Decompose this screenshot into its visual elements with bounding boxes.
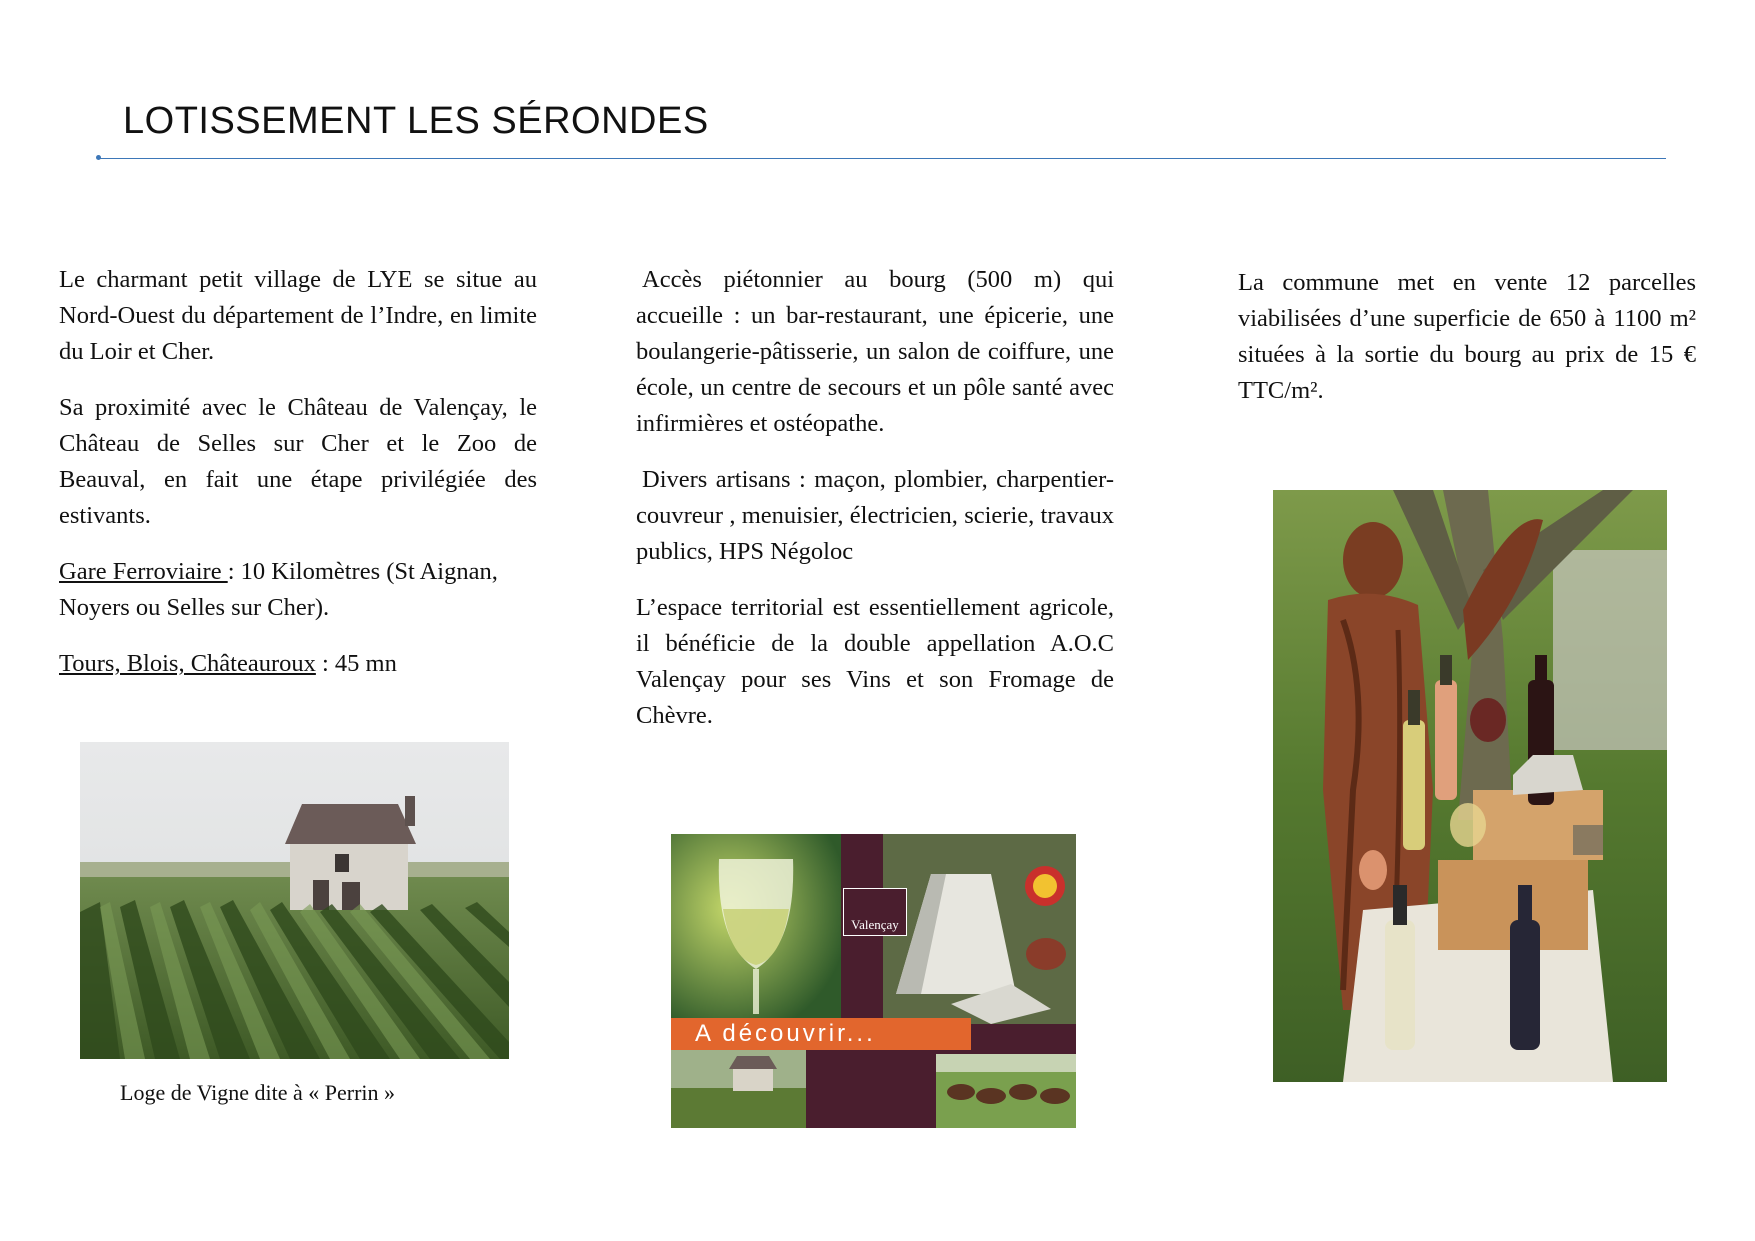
valencay-postcard (671, 834, 1076, 1128)
intro-paragraph: Le charmant petit village de LYE se situe au Nord-Ouest du département de l’Indre, en limite du Loir et Cher. (59, 266, 537, 365)
train-station-label: Gare Ferroviaire (59, 558, 228, 585)
valencay-logo-text: Valençay (851, 917, 899, 932)
vineyard-photo-caption: Loge de Vigne dite à « Perrin » (120, 1080, 396, 1105)
page-title: LOTISSEMENT LES SÉRONDES (123, 100, 709, 142)
vineyard-house-photo (80, 742, 509, 1059)
train-station-text: : 10 Kilomètres (St Aignan, Noyers ou Selles sur Cher). (59, 558, 498, 621)
discover-banner: A découvrir... (671, 1018, 971, 1050)
services-paragraph: Accès piétonnier au bourg (500 m) qui accueille : un bar-restaurant, une épicerie, une boulangerie-pâtisserie, un salon de coiffure, une école, un centre de secours et un pôle santé avec infirmières et ostéopathe. (636, 266, 1114, 437)
cities-text: : 45 mn (315, 650, 397, 677)
artisans-paragraph: Divers artisans : maçon, plombier, charpentier-couvreur , menuisier, électricien, scierie, travaux publics, HPS Négoloc (636, 466, 1114, 565)
proximity-paragraph: Sa proximité avec le Château de Valençay, le Château de Selles sur Cher et le Zoo de Beauval, en fait une étape privilégiée des estivants. (59, 394, 537, 529)
cities-paragraph (59, 646, 537, 682)
column-middle (636, 262, 1114, 754)
valencay-logo (843, 888, 907, 936)
parcels-paragraph: La commune met en vente 12 parcelles viabilisées d’une superficie de 650 à 1100 m² situées à la sortie du bourg au prix de 15 € TTC/m². (1238, 269, 1696, 404)
column-right (1238, 265, 1696, 429)
title-divider (98, 158, 1666, 159)
aoc-paragraph: L’espace territorial est essentiellement agricole, il bénéficie de la double appellation A.O.C Valençay pour ses Vins et son Fromage de Chèvre. (636, 594, 1114, 729)
column-left (59, 262, 537, 702)
train-station-paragraph (59, 554, 537, 626)
statue-wine-cheese-photo (1273, 490, 1667, 1082)
cities-label: Tours, Blois, Châteauroux (59, 650, 316, 677)
